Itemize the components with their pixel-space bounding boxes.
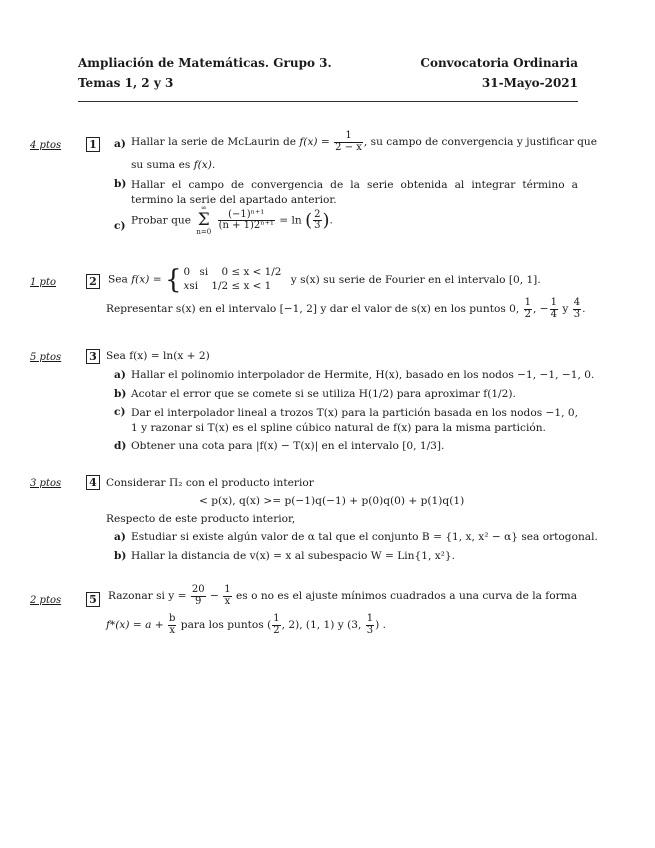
problem-4-number: 4 [86,475,100,490]
problem-3-number: 3 [86,349,100,364]
problem-3b-text: Acotar el error que se comete si se utiliza H(1/2) para aproximar f(1/2). [131,388,516,400]
problem-5-number: 5 [86,592,100,607]
problem-4-respecto: Respecto de este producto interior, [106,513,296,525]
problem-1c-formula: Probar que ∞ Σ n=0 $\frac{\text{(−1)ⁿ⁺¹}}{\text{(n + 1)2ⁿ⁺¹}}$ = ln ( $\frac{2}{3}$ ). [131,204,333,236]
exam-session: Convocatoria Ordinaria [420,56,578,70]
problem-1c-label: c) [114,220,126,232]
problem-3d-text: Obtener una cota para |f(x) − T(x)| en el intervalo [0, 1/3]. [131,440,445,452]
problem-1-number: 1 [86,137,100,152]
problem-1b-label: b) [114,178,127,190]
problem-1a-label: a) [114,138,126,150]
problem-2-statement: Sea f(x) = { 0 si 0 ≤ x < 1/2 xsi 1/2 ≤ x < 1 y s(x) su serie de Fourier en el intervalo [0, 1]. [108,264,541,295]
problem-4b-label: b) [114,550,127,562]
header-rule [78,101,578,102]
problem-4a-text: Estudiar si existe algún valor de α tal que el conjunto B = {1, x, x² − α} sea ortogonal. [131,531,598,543]
course-title: Ampliación de Matemáticas. Grupo 3. [78,56,332,70]
problem-1-points: 4 ptos [30,140,62,151]
problem-4-intro: Considerar Π₂ con el producto interior [106,477,314,489]
problem-2-line2: Representar s(x) en el intervalo [−1, 2] y dar el valor de s(x) en los puntos 0, $\frac{1}{2}$ , − $\frac{1}{4}$ y $\frac{4}{3}$ . [106,297,586,320]
problem-1a-line1: Hallar la serie de McLaurin de f(x) = $\frac{1}{2 - x}$ , su campo de convergencia y justificar que [131,130,598,153]
problem-4-points: 3 ptos [30,478,62,489]
problem-5-line2: f*(x) = a + $\frac{b}{x}$ para los puntos ( $\frac{1}{2}$ , 2), (1, 1) y (3, $\frac{1}{3}$ ) . [106,613,387,636]
problem-3b-label: b) [114,388,127,400]
problem-2-number: 2 [86,274,100,289]
problem-3-intro: Sea f(x) = ln(x + 2) [106,350,210,362]
exam-date: 31-Mayo-2021 [481,76,578,90]
problem-4-inner-product: < p(x), q(x) >= p(−1)q(−1) + p(0)q(0) + p(1)q(1) [199,495,465,507]
problem-3a-text: Hallar el polinomio interpolador de Hermite, H(x), basado en los nodos −1, −1, −1, 0. [131,369,595,381]
problem-5-line1: Razonar si y = $\frac{20}{9}$ − $\frac{1}{x}$ es o no es el ajuste mínimos cuadrados a una curva de la forma [108,584,578,607]
problem-3d-label: d) [114,440,127,452]
topics: Temas 1, 2 y 3 [78,76,174,90]
problem-3a-label: a) [114,369,126,381]
problem-4b-text: Hallar la distancia de v(x) = x al subespacio W = Lin{1, x²}. [131,550,456,562]
problem-1b-text: Hallar el campo de convergencia de la serie obtenida al integrar término a termino la serie del apartado anterior. [131,179,578,206]
problem-4a-label: a) [114,531,126,543]
problem-3c-text: Dar el interpolador lineal a trozos T(x) para la partición basada en los nodos −1, 0, 1 y razonar si T(x) es el spline cúbico natural de f(x) para la misma partición. [131,407,578,434]
problem-1a-line2: su suma es f(x). [131,159,216,171]
problem-5-points: 2 ptos [30,595,62,606]
problem-3-points: 5 ptos [30,352,62,363]
problem-2-points: 1 pto [30,277,56,288]
problem-3c-label: c) [114,406,126,418]
